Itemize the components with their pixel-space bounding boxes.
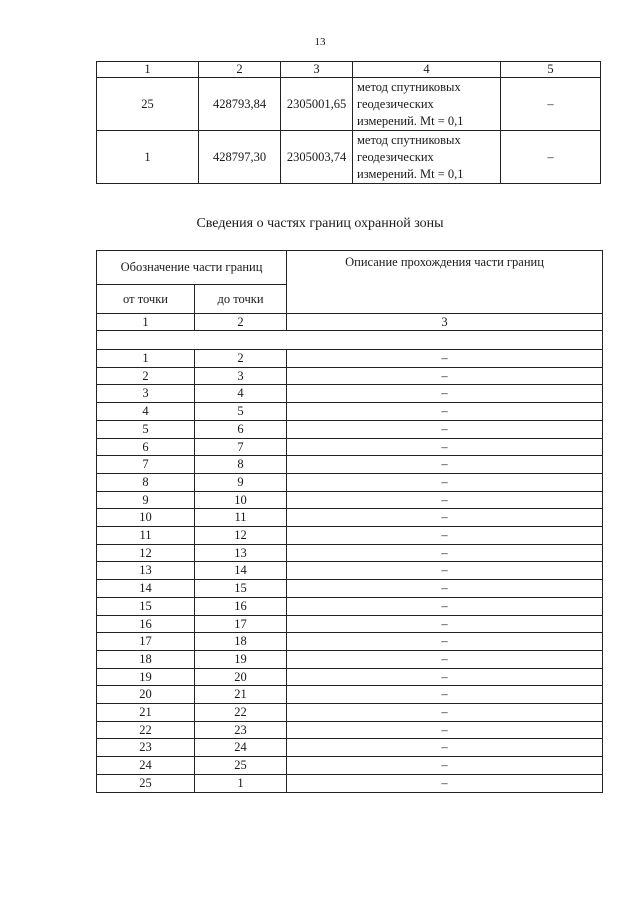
- from-point: 11: [97, 527, 195, 545]
- table-row: [97, 491, 603, 509]
- table-row: [97, 650, 603, 668]
- empty-row: [97, 331, 603, 350]
- column-number: 3: [281, 62, 353, 78]
- part-description: –: [287, 580, 603, 598]
- to-point: 15: [195, 580, 287, 598]
- table-row: [97, 562, 603, 580]
- method-line: метод спутниковых: [357, 132, 461, 147]
- point-description: –: [501, 131, 601, 184]
- to-point: 21: [195, 686, 287, 704]
- part-description: –: [287, 774, 603, 792]
- to-point: 3: [195, 367, 287, 385]
- table-row: [97, 420, 603, 438]
- table-row: [97, 633, 603, 651]
- table-row: [97, 597, 603, 615]
- coordinate-x: 428793,84: [199, 78, 281, 131]
- boundary-parts-table: [96, 250, 603, 793]
- method-line: геодезических: [357, 96, 434, 111]
- from-point: 6: [97, 438, 195, 456]
- from-point: 18: [97, 650, 195, 668]
- from-point: 25: [97, 774, 195, 792]
- table-row: [97, 403, 603, 421]
- from-point: 14: [97, 580, 195, 598]
- part-description: –: [287, 367, 603, 385]
- part-description: –: [287, 527, 603, 545]
- coordinate-x: 428797,30: [199, 131, 281, 184]
- part-description: –: [287, 650, 603, 668]
- page-number: 13: [314, 36, 326, 48]
- part-description: –: [287, 668, 603, 686]
- to-point: 25: [195, 757, 287, 775]
- method-line: метод спутниковых: [357, 79, 461, 94]
- point-description: –: [501, 78, 601, 131]
- part-description: –: [287, 686, 603, 704]
- part-description: –: [287, 757, 603, 775]
- coordinate-y: 2305003,74: [281, 131, 353, 184]
- to-point: 22: [195, 704, 287, 722]
- from-point-header: от точки: [97, 285, 195, 314]
- to-point-header: до точки: [195, 285, 287, 314]
- column-number: 2: [195, 314, 287, 331]
- column-number: 2: [199, 62, 281, 78]
- table-row: [97, 350, 603, 368]
- from-point: 9: [97, 491, 195, 509]
- part-description: –: [287, 403, 603, 421]
- from-point: 4: [97, 403, 195, 421]
- coordinates-header-row: [97, 62, 601, 78]
- part-description: –: [287, 562, 603, 580]
- measurement-method: [353, 131, 501, 184]
- coordinates-table: [96, 61, 601, 184]
- part-description: –: [287, 509, 603, 527]
- to-point: 6: [195, 420, 287, 438]
- column-number: 4: [353, 62, 501, 78]
- to-point: 17: [195, 615, 287, 633]
- table-row: [97, 527, 603, 545]
- table-row: [97, 385, 603, 403]
- part-description: –: [287, 350, 603, 368]
- to-point: 12: [195, 527, 287, 545]
- from-point: 20: [97, 686, 195, 704]
- column-number: 1: [97, 314, 195, 331]
- part-description: –: [287, 704, 603, 722]
- boundary-description-header: Описание прохождения части границ: [287, 251, 603, 314]
- table-row: [97, 580, 603, 598]
- section-title: Сведения о частях границ охранной зоны: [196, 216, 444, 231]
- part-description: –: [287, 544, 603, 562]
- method-line: геодезических: [357, 149, 434, 164]
- from-point: 3: [97, 385, 195, 403]
- table-row: [97, 473, 603, 491]
- table-row: [97, 509, 603, 527]
- from-point: 24: [97, 757, 195, 775]
- column-numbers-row: [97, 314, 603, 331]
- table-row: [97, 544, 603, 562]
- part-description: –: [287, 721, 603, 739]
- table-row: [97, 131, 601, 184]
- point-number: 1: [97, 131, 199, 184]
- table-row: [97, 721, 603, 739]
- from-point: 21: [97, 704, 195, 722]
- method-line: измерений. Mt = 0,1: [357, 166, 464, 181]
- method-line: измерений. Mt = 0,1: [357, 113, 464, 128]
- table-row: [97, 438, 603, 456]
- to-point: 10: [195, 491, 287, 509]
- from-point: 7: [97, 456, 195, 474]
- to-point: 7: [195, 438, 287, 456]
- from-point: 13: [97, 562, 195, 580]
- table-row: [97, 739, 603, 757]
- part-description: –: [287, 615, 603, 633]
- from-point: 17: [97, 633, 195, 651]
- to-point: 19: [195, 650, 287, 668]
- to-point: 9: [195, 473, 287, 491]
- to-point: 24: [195, 739, 287, 757]
- part-description: –: [287, 420, 603, 438]
- table-row: [97, 367, 603, 385]
- measurement-method: [353, 78, 501, 131]
- column-number: 1: [97, 62, 199, 78]
- to-point: 20: [195, 668, 287, 686]
- table-row: [97, 704, 603, 722]
- point-number: 25: [97, 78, 199, 131]
- column-number: 5: [501, 62, 601, 78]
- table-row: [97, 757, 603, 775]
- to-point: 11: [195, 509, 287, 527]
- to-point: 23: [195, 721, 287, 739]
- boundary-designation-header: Обозначение части границ: [97, 251, 287, 285]
- table-row: [97, 78, 601, 131]
- part-description: –: [287, 385, 603, 403]
- from-point: 1: [97, 350, 195, 368]
- to-point: 13: [195, 544, 287, 562]
- from-point: 2: [97, 367, 195, 385]
- from-point: 12: [97, 544, 195, 562]
- table-row: [97, 774, 603, 792]
- to-point: 16: [195, 597, 287, 615]
- from-point: 16: [97, 615, 195, 633]
- empty-cell: [97, 331, 603, 350]
- parts-header-row: [97, 251, 603, 285]
- column-number: 3: [287, 314, 603, 331]
- part-description: –: [287, 473, 603, 491]
- from-point: 22: [97, 721, 195, 739]
- to-point: 8: [195, 456, 287, 474]
- from-point: 15: [97, 597, 195, 615]
- from-point: 5: [97, 420, 195, 438]
- to-point: 14: [195, 562, 287, 580]
- table-row: [97, 456, 603, 474]
- part-description: –: [287, 597, 603, 615]
- from-point: 19: [97, 668, 195, 686]
- part-description: –: [287, 456, 603, 474]
- part-description: –: [287, 438, 603, 456]
- table-row: [97, 615, 603, 633]
- to-point: 4: [195, 385, 287, 403]
- coordinate-y: 2305001,65: [281, 78, 353, 131]
- part-description: –: [287, 491, 603, 509]
- table-row: [97, 686, 603, 704]
- to-point: 1: [195, 774, 287, 792]
- to-point: 18: [195, 633, 287, 651]
- from-point: 23: [97, 739, 195, 757]
- to-point: 5: [195, 403, 287, 421]
- from-point: 10: [97, 509, 195, 527]
- from-point: 8: [97, 473, 195, 491]
- to-point: 2: [195, 350, 287, 368]
- part-description: –: [287, 633, 603, 651]
- table-row: [97, 668, 603, 686]
- parts-rows: [97, 350, 603, 793]
- part-description: –: [287, 739, 603, 757]
